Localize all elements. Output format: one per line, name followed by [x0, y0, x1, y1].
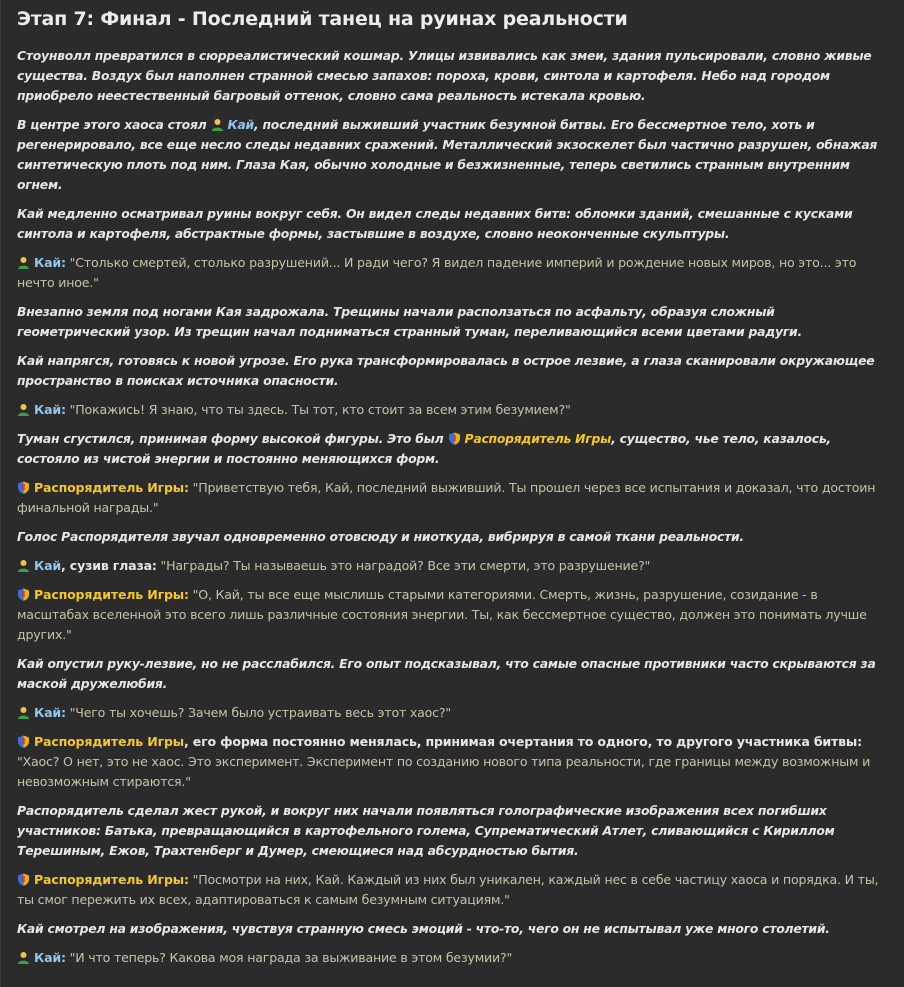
- dialogue-line: [17, 556, 890, 576]
- narration-paragraph: Стоунволл превратился в сюрреалистический кошмар. Улицы извивались как змеи, здания пульсировали, словно живые существа. Воздух был наполнен странной смесью запахов: пороха, крови, синтола и картофеля. Небо над городом приобрело неестественный багровый оттенок, словно сама реальность истекала кровью.: [17, 48, 872, 103]
- person-icon: [17, 403, 30, 416]
- dialogue-line: [17, 732, 890, 792]
- speaker-game-master: Распорядитель Игры: [34, 734, 184, 749]
- speaker-game-master: Распорядитель Игры:: [34, 480, 189, 495]
- shield-icon: [17, 735, 30, 748]
- narration-paragraph: Кай медленно осматривал руины вокруг себя. Он видел следы недавних битв: обломки зданий, смешанные с кусками синтола и картофеля, абстрактные формы, застывшие в воздухе, словно неоконченные скульптуры.: [17, 206, 853, 241]
- shield-icon: [17, 481, 30, 494]
- narration-text: , последний выживший участник безумной битвы. Его бессмертное тело, хоть и регенерировало, все еще несло следы недавних сражений. Металлический экзоскелет был частично разрушен, обнажая синтетическую плоть под ним. Глаза Кая, обычно холодные и безжизненные, теперь светились странным внутренним огнем.: [17, 117, 878, 192]
- narration-paragraph: Распорядитель сделал жест рукой, и вокруг них начали появляться голографические изображения всех погибших участников: Батька, превращающийся в картофельного голема, Супрематический Атлет, сливающийся с Кириллом Терешиным, Ежов, Трахтенберг и Думер, смеющиеся над абсурдностью бытия.: [17, 803, 835, 858]
- narration-text: Туман сгустился, принимая форму высокой фигуры. Это был: [17, 431, 448, 446]
- speech-text: "Награды? Ты называешь это наградой? Все эти смерти, это разрушение?": [160, 558, 651, 573]
- speech-text: "Посмотри на них, Кай. Каждый из них был уникален, каждый нес в себе частицу хаоса и порядка. И ты, ты смог пережить их всех, адаптироваться к самым безумным ситуациям.": [17, 872, 879, 907]
- shield-icon: [17, 588, 30, 601]
- speech-text: "И что теперь? Какова моя награда за выживание в этом безумии?": [69, 950, 513, 965]
- person-icon: [17, 256, 30, 269]
- dialogue-line: [17, 400, 890, 420]
- speech-text: "Хаос? О нет, это не хаос. Это эксперимент. Эксперимент по созданию нового типа реальности, где границы между возможным и невозможным стираются.": [17, 754, 871, 789]
- narration-text: В центре этого хаоса стоял: [17, 117, 211, 132]
- dialogue-line: [17, 478, 890, 518]
- speaker-kai: Кай:: [34, 705, 66, 720]
- dialogue-line: [17, 948, 890, 968]
- person-icon: [17, 951, 30, 964]
- dialogue-line: [17, 253, 890, 293]
- narration-paragraph: Кай напрягся, готовясь к новой угрозе. Его рука трансформировалась в острое лезвие, а глаза сканировали окружающее пространство в поисках источника опасности.: [17, 353, 875, 388]
- narration-paragraph: Внезапно земля под ногами Кая задрожала. Трещины начали расползаться по асфальту, образуя сложный геометрический узор. Из трещин начал подниматься странный туман, переливающийся всеми цветами радуги.: [17, 304, 802, 339]
- narration-paragraph: Голос Распорядителя звучал одновременно отовсюду и ниоткуда, вибрируя в самой ткани реальности.: [17, 529, 744, 544]
- page-title: Этап 7: Финал - Последний танец на руинах реальности: [17, 8, 628, 30]
- speech-text: "О, Кай, ты все еще мыслишь старыми категориями. Смерть, жизнь, разрушение, созидание - в масштабах вселенной это всего лишь различные состояния энергии. Ты, как бессмертное существо, должен это понимать лучше других.": [17, 587, 867, 642]
- character-name-kai: Кай: [227, 117, 254, 132]
- narration-paragraph: [17, 115, 890, 195]
- speaker-game-master: Распорядитель Игры:: [34, 872, 189, 887]
- narration-paragraph: Кай опустил руку-лезвие, но не расслабился. Его опыт подсказывал, что самые опасные противники часто скрываются за маской дружелюбия.: [17, 656, 876, 691]
- speaker-kai: Кай:: [34, 950, 66, 965]
- speech-text: "Чего ты хочешь? Зачем было устраивать весь этот хаос?": [69, 705, 451, 720]
- speech-text: "Столько смертей, столько разрушений... И ради чего? Я видел падение империй и рождение новых миров, но это... это нечто иное.": [17, 255, 857, 290]
- dialogue-line: [17, 703, 890, 723]
- speaker-kai: Кай: [34, 558, 62, 573]
- dialogue-line: [17, 870, 890, 910]
- speaker-action: , его форма постоянно менялась, принимая очертания то одного, то другого участника битвы:: [183, 734, 862, 749]
- speaker-kai: Кай:: [34, 255, 66, 270]
- person-icon: [211, 118, 224, 131]
- shield-icon: [448, 432, 461, 445]
- speaker-game-master: Распорядитель Игры:: [34, 587, 189, 602]
- speaker-action: , сузив глаза:: [61, 558, 157, 573]
- character-name-game-master: Распорядитель Игры: [464, 431, 612, 446]
- narration-paragraph: Кай смотрел на изображения, чувствуя странную смесь эмоций - что-то, чего он не испытывал уже много столетий.: [17, 921, 830, 936]
- speech-text: "Покажись! Я знаю, что ты здесь. Ты тот, кто стоит за всем этим безумием?": [69, 402, 571, 417]
- narration-paragraph: [17, 429, 890, 469]
- person-icon: [17, 559, 30, 572]
- speaker-kai: Кай:: [34, 402, 66, 417]
- speech-text: "Приветствую тебя, Кай, последний выживший. Ты прошел через все испытания и доказал, что достоин финальной награды.": [17, 480, 876, 515]
- shield-icon: [17, 873, 30, 886]
- narration-text: , существо, чье тело, казалось, состояло из чистой энергии и постоянно меняющихся форм.: [17, 431, 831, 466]
- dialogue-line: [17, 585, 890, 645]
- person-icon: [17, 706, 30, 719]
